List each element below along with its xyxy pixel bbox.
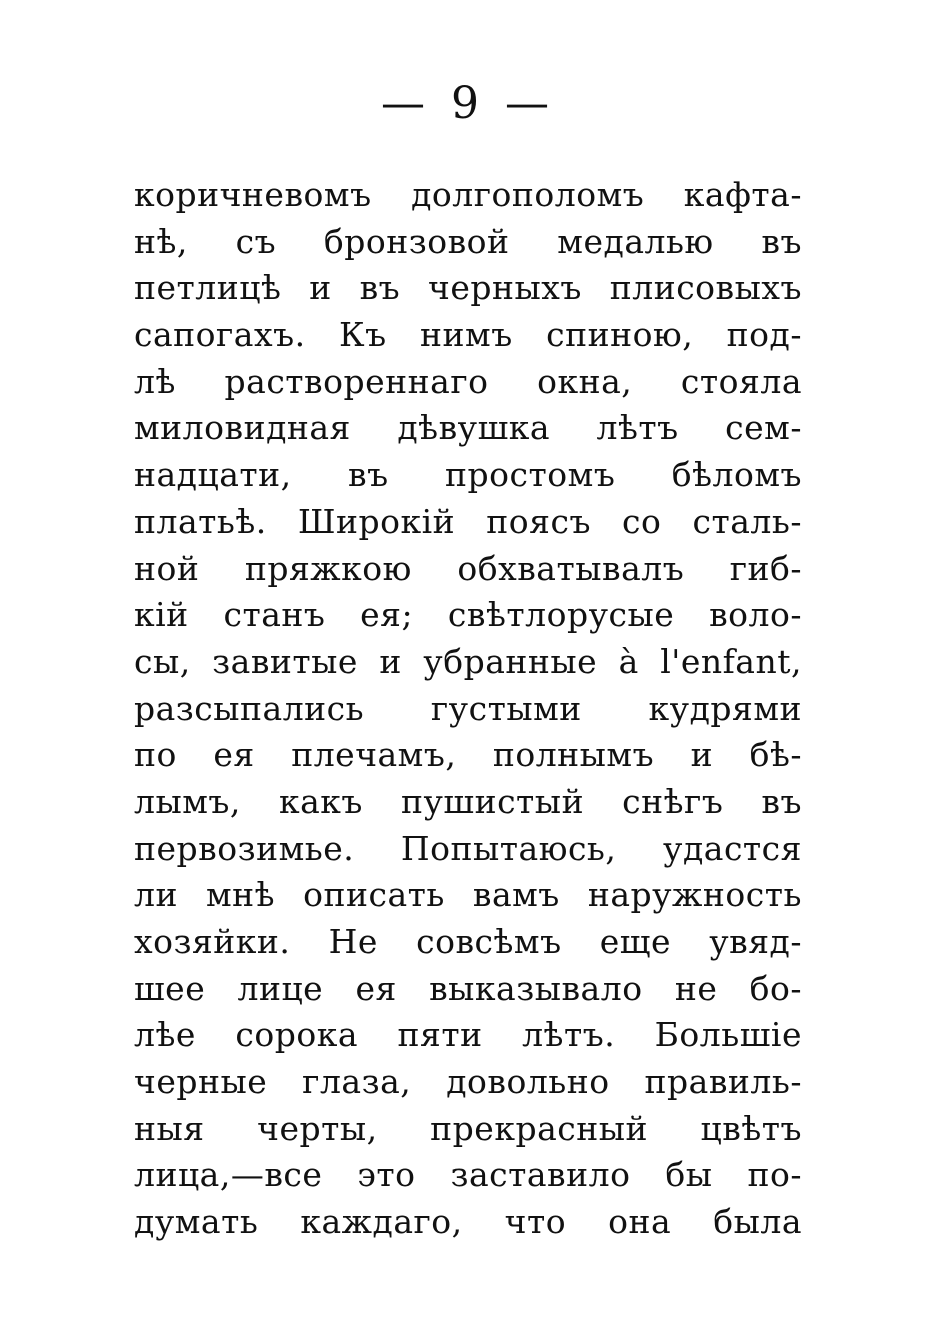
text-line: думать каждаго, что она была xyxy=(134,1202,802,1242)
text-line: миловидная дѣвушка лѣтъ сем- xyxy=(134,408,802,448)
text-line: петлицѣ и въ черныхъ плисовыхъ xyxy=(134,268,802,308)
text-line: сапогахъ. Къ нимъ спиною, под- xyxy=(134,315,802,355)
text-line: по ея плечамъ, полнымъ и бѣ- xyxy=(134,735,802,775)
text-line: ныя черты, прекрасный цвѣтъ xyxy=(134,1108,802,1148)
text-line: лымъ, какъ пушистый снѣгъ въ xyxy=(134,781,802,821)
text-line: лѣ раствореннаго окна, стояла xyxy=(134,361,802,401)
text-line: разсыпались густыми кудрями xyxy=(134,688,802,728)
text-line: шее лице ея выказывало не бо- xyxy=(134,968,802,1008)
text-line: лица,—все это заставило бы по- xyxy=(134,1155,802,1195)
text-line: первозимье. Попытаюсь, удастся xyxy=(134,828,802,868)
text-line: лѣе сорока пяти лѣтъ. Большіе xyxy=(134,1015,802,1055)
text-line: коричневомъ долгополомъ кафта- xyxy=(134,175,802,214)
body-text xyxy=(134,172,802,1246)
page-number: — 9 — xyxy=(381,78,555,129)
text-line: сы, завитые и убранные à l'enfant, xyxy=(134,641,802,681)
text-line: надцати, въ простомъ бѣломъ xyxy=(134,455,802,495)
text-line: черные глаза, довольно правиль- xyxy=(134,1062,802,1102)
text-line: ли мнѣ описать вамъ наружность xyxy=(134,875,802,915)
text-line: хозяйки. Не совсѣмъ еще увяд- xyxy=(134,922,802,961)
text-line: платьѣ. Широкій поясъ со сталь- xyxy=(134,501,802,541)
text-line: ной пряжкою обхватывалъ гиб- xyxy=(134,548,802,588)
text-line: нѣ, съ бронзовой медалью въ xyxy=(134,221,802,261)
text-line: кій станъ ея; свѣтлорусые воло- xyxy=(134,595,802,635)
